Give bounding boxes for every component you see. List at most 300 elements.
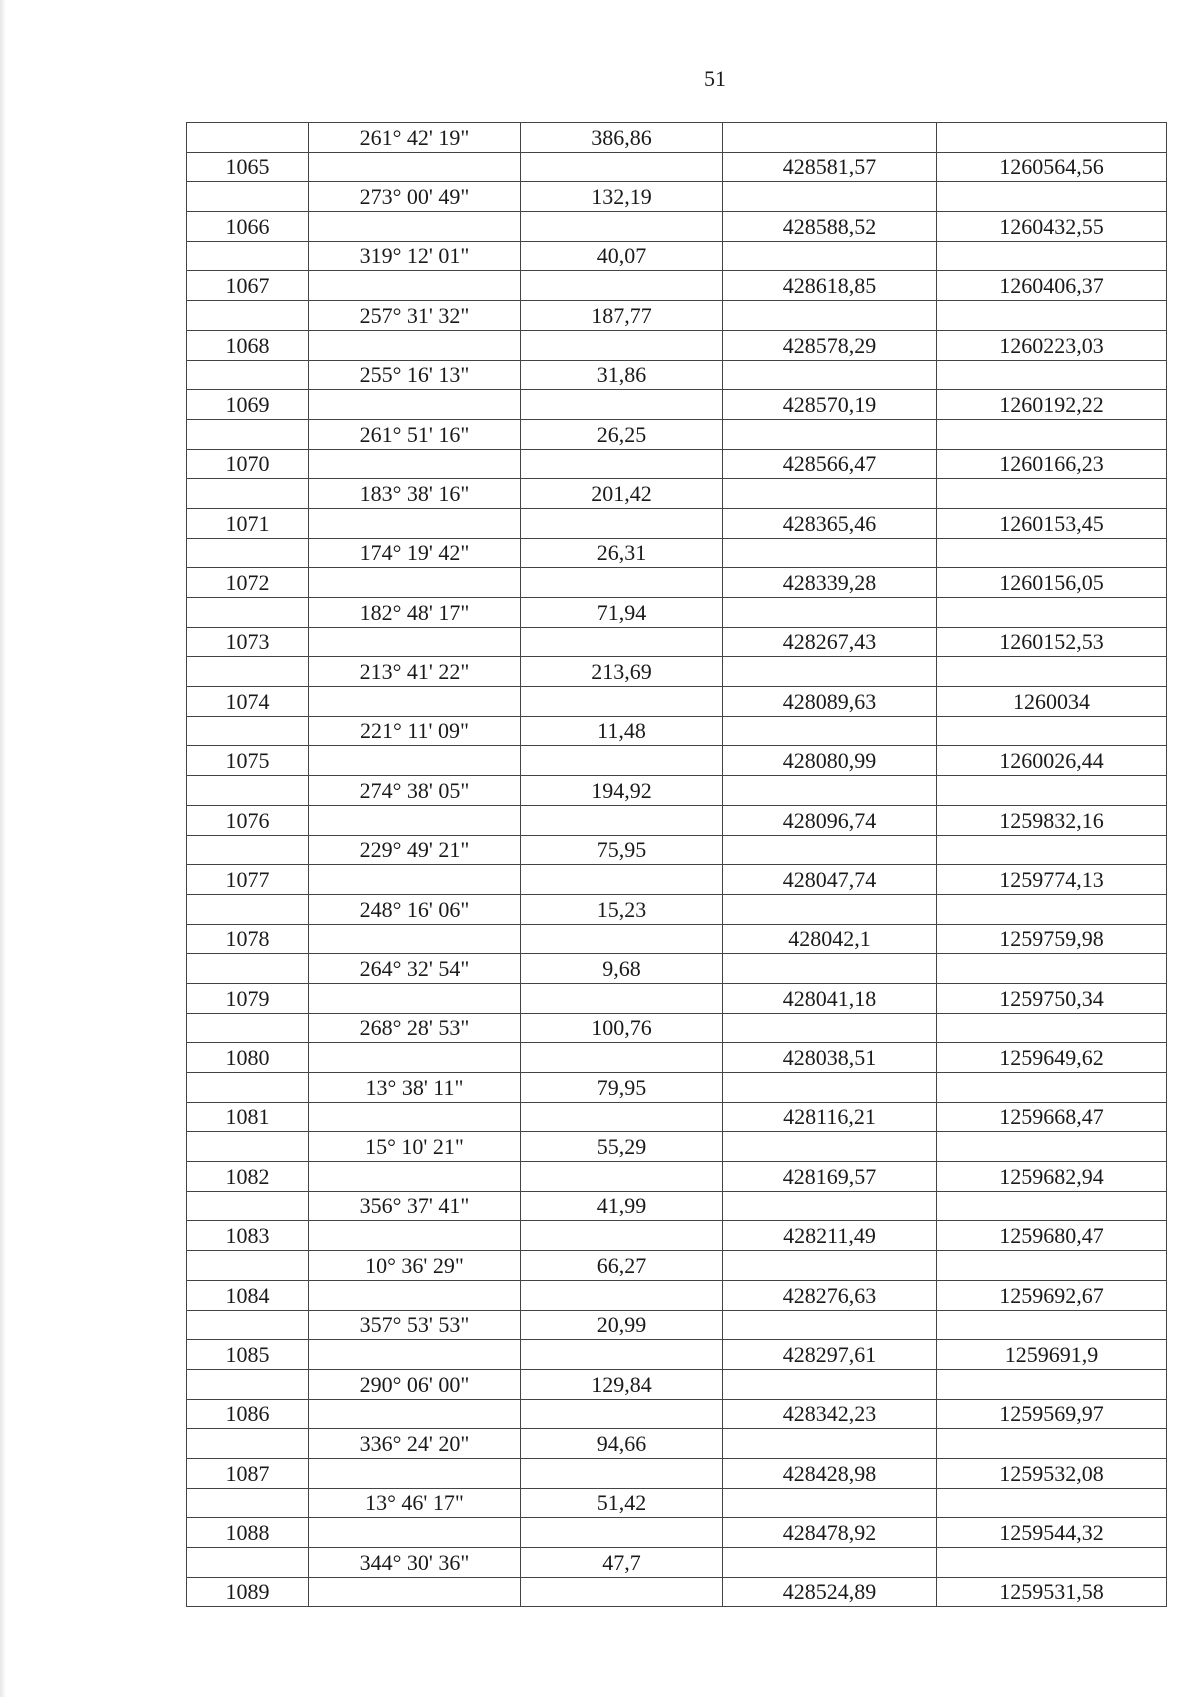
point-number-cell (187, 657, 309, 687)
bearing-angle-cell: 264° 32' 54" (309, 954, 521, 984)
distance-cell (521, 627, 723, 657)
bearing-angle-cell (309, 1458, 521, 1488)
bearing-angle-cell: 13° 38' 11" (309, 1073, 521, 1103)
table-row (187, 360, 1167, 390)
point-number-cell: 1078 (187, 924, 309, 954)
x-coordinate-cell (723, 1251, 937, 1281)
point-number-cell (187, 360, 309, 390)
bearing-angle-cell: 15° 10' 21" (309, 1132, 521, 1162)
bearing-angle-cell: 290° 06' 00" (309, 1369, 521, 1399)
table-row (187, 390, 1167, 420)
point-number-cell (187, 1191, 309, 1221)
distance-cell (521, 390, 723, 420)
table-row (187, 1488, 1167, 1518)
point-number-cell: 1069 (187, 390, 309, 420)
x-coordinate-cell (723, 1013, 937, 1043)
point-number-cell: 1068 (187, 330, 309, 360)
distance-cell: 201,42 (521, 479, 723, 509)
y-coordinate-cell: 1260153,45 (937, 508, 1167, 538)
x-coordinate-cell: 428342,23 (723, 1399, 937, 1429)
x-coordinate-cell: 428041,18 (723, 983, 937, 1013)
x-coordinate-cell (723, 657, 937, 687)
x-coordinate-cell (723, 1073, 937, 1103)
distance-cell (521, 568, 723, 598)
distance-cell (521, 687, 723, 717)
distance-cell: 75,95 (521, 835, 723, 865)
distance-cell: 26,25 (521, 419, 723, 449)
y-coordinate-cell: 1260026,44 (937, 746, 1167, 776)
bearing-angle-cell (309, 865, 521, 895)
bearing-angle-cell (309, 508, 521, 538)
bearing-angle-cell (309, 924, 521, 954)
bearing-angle-cell: 248° 16' 06" (309, 894, 521, 924)
table-row (187, 1221, 1167, 1251)
distance-cell: 26,31 (521, 538, 723, 568)
table-row (187, 1191, 1167, 1221)
x-coordinate-cell (723, 1369, 937, 1399)
point-number-cell: 1076 (187, 805, 309, 835)
table-row (187, 1251, 1167, 1281)
bearing-angle-cell: 257° 31' 32" (309, 301, 521, 331)
y-coordinate-cell: 1259759,98 (937, 924, 1167, 954)
bearing-angle-cell: 213° 41' 22" (309, 657, 521, 687)
y-coordinate-cell: 1260156,05 (937, 568, 1167, 598)
point-number-cell (187, 301, 309, 331)
y-coordinate-cell (937, 419, 1167, 449)
distance-cell: 51,42 (521, 1488, 723, 1518)
distance-cell: 11,48 (521, 716, 723, 746)
distance-cell (521, 1340, 723, 1370)
bearing-angle-cell (309, 212, 521, 242)
distance-cell: 66,27 (521, 1251, 723, 1281)
bearing-angle-cell: 255° 16' 13" (309, 360, 521, 390)
table-row (187, 983, 1167, 1013)
point-number-cell: 1082 (187, 1162, 309, 1192)
y-coordinate-cell: 1259680,47 (937, 1221, 1167, 1251)
point-number-cell: 1067 (187, 271, 309, 301)
point-number-cell: 1085 (187, 1340, 309, 1370)
table-row (187, 1073, 1167, 1103)
y-coordinate-cell: 1260406,37 (937, 271, 1167, 301)
point-number-cell: 1080 (187, 1043, 309, 1073)
table-row (187, 1548, 1167, 1578)
table-row (187, 865, 1167, 895)
x-coordinate-cell (723, 954, 937, 984)
table-row (187, 419, 1167, 449)
y-coordinate-cell (937, 1251, 1167, 1281)
x-coordinate-cell: 428578,29 (723, 330, 937, 360)
table-row (187, 1518, 1167, 1548)
point-number-cell: 1073 (187, 627, 309, 657)
y-coordinate-cell: 1260432,55 (937, 212, 1167, 242)
distance-cell (521, 271, 723, 301)
point-number-cell (187, 598, 309, 628)
point-number-cell: 1071 (187, 508, 309, 538)
y-coordinate-cell: 1259532,08 (937, 1458, 1167, 1488)
table-row (187, 1429, 1167, 1459)
point-number-cell (187, 479, 309, 509)
y-coordinate-cell: 1260034 (937, 687, 1167, 717)
table-row (187, 152, 1167, 182)
table-row (187, 568, 1167, 598)
point-number-cell (187, 241, 309, 271)
distance-cell (521, 152, 723, 182)
table-row (187, 1162, 1167, 1192)
y-coordinate-cell (937, 1073, 1167, 1103)
bearing-angle-cell: 357° 53' 53" (309, 1310, 521, 1340)
bearing-angle-cell: 356° 37' 41" (309, 1191, 521, 1221)
y-coordinate-cell (937, 598, 1167, 628)
bearing-angle-cell (309, 1043, 521, 1073)
distance-cell (521, 508, 723, 538)
distance-cell: 15,23 (521, 894, 723, 924)
distance-cell: 94,66 (521, 1429, 723, 1459)
point-number-cell: 1072 (187, 568, 309, 598)
distance-cell: 187,77 (521, 301, 723, 331)
x-coordinate-cell (723, 1429, 937, 1459)
distance-cell (521, 1102, 723, 1132)
bearing-angle-cell (309, 1577, 521, 1607)
x-coordinate-cell: 428365,46 (723, 508, 937, 538)
bearing-angle-cell (309, 330, 521, 360)
x-coordinate-cell (723, 360, 937, 390)
y-coordinate-cell (937, 657, 1167, 687)
bearing-angle-cell (309, 1340, 521, 1370)
bearing-angle-cell (309, 1518, 521, 1548)
y-coordinate-cell (937, 241, 1167, 271)
page-number: 51 (704, 66, 726, 91)
distance-cell: 55,29 (521, 1132, 723, 1162)
y-coordinate-cell (937, 479, 1167, 509)
x-coordinate-cell: 428042,1 (723, 924, 937, 954)
point-number-cell: 1065 (187, 152, 309, 182)
distance-cell (521, 449, 723, 479)
distance-cell: 40,07 (521, 241, 723, 271)
point-number-cell (187, 776, 309, 806)
point-number-cell (187, 1548, 309, 1578)
y-coordinate-cell: 1260152,53 (937, 627, 1167, 657)
point-number-cell (187, 835, 309, 865)
table-row (187, 598, 1167, 628)
distance-cell: 129,84 (521, 1369, 723, 1399)
table-row (187, 301, 1167, 331)
distance-cell: 20,99 (521, 1310, 723, 1340)
y-coordinate-cell: 1260564,56 (937, 152, 1167, 182)
x-coordinate-cell: 428581,57 (723, 152, 937, 182)
point-number-cell (187, 954, 309, 984)
point-number-cell: 1070 (187, 449, 309, 479)
y-coordinate-cell: 1260192,22 (937, 390, 1167, 420)
y-coordinate-cell: 1259544,32 (937, 1518, 1167, 1548)
distance-cell: 132,19 (521, 182, 723, 212)
y-coordinate-cell: 1259832,16 (937, 805, 1167, 835)
x-coordinate-cell (723, 716, 937, 746)
x-coordinate-cell: 428038,51 (723, 1043, 937, 1073)
distance-cell (521, 212, 723, 242)
distance-cell (521, 924, 723, 954)
point-number-cell (187, 1251, 309, 1281)
x-coordinate-cell: 428096,74 (723, 805, 937, 835)
y-coordinate-cell: 1259668,47 (937, 1102, 1167, 1132)
point-number-cell: 1084 (187, 1280, 309, 1310)
distance-cell: 9,68 (521, 954, 723, 984)
table-row (187, 1399, 1167, 1429)
point-number-cell: 1066 (187, 212, 309, 242)
y-coordinate-cell: 1259531,58 (937, 1577, 1167, 1607)
distance-cell (521, 1577, 723, 1607)
distance-cell (521, 1518, 723, 1548)
bearing-angle-cell: 273° 00' 49" (309, 182, 521, 212)
x-coordinate-cell (723, 538, 937, 568)
table-row (187, 776, 1167, 806)
point-number-cell (187, 1132, 309, 1162)
table-row (187, 924, 1167, 954)
x-coordinate-cell (723, 1191, 937, 1221)
y-coordinate-cell: 1259691,9 (937, 1340, 1167, 1370)
bearing-angle-cell (309, 1221, 521, 1251)
table-row (187, 627, 1167, 657)
distance-cell (521, 746, 723, 776)
distance-cell: 41,99 (521, 1191, 723, 1221)
x-coordinate-cell (723, 241, 937, 271)
point-number-cell: 1081 (187, 1102, 309, 1132)
y-coordinate-cell: 1259774,13 (937, 865, 1167, 895)
x-coordinate-cell: 428211,49 (723, 1221, 937, 1251)
bearing-angle-cell (309, 627, 521, 657)
table-row (187, 508, 1167, 538)
x-coordinate-cell (723, 1548, 937, 1578)
distance-cell (521, 1458, 723, 1488)
y-coordinate-cell: 1260223,03 (937, 330, 1167, 360)
x-coordinate-cell: 428566,47 (723, 449, 937, 479)
x-coordinate-cell: 428478,92 (723, 1518, 937, 1548)
scan-edge (0, 0, 6, 1697)
table-row (187, 479, 1167, 509)
distance-cell (521, 1221, 723, 1251)
y-coordinate-cell: 1260166,23 (937, 449, 1167, 479)
table-row (187, 687, 1167, 717)
table-row (187, 1102, 1167, 1132)
y-coordinate-cell (937, 1488, 1167, 1518)
distance-cell (521, 330, 723, 360)
y-coordinate-cell (937, 1429, 1167, 1459)
bearing-angle-cell (309, 390, 521, 420)
y-coordinate-cell (937, 954, 1167, 984)
table-row (187, 330, 1167, 360)
distance-cell: 100,76 (521, 1013, 723, 1043)
table-row (187, 1369, 1167, 1399)
table-row (187, 1458, 1167, 1488)
x-coordinate-cell (723, 776, 937, 806)
y-coordinate-cell (937, 538, 1167, 568)
bearing-angle-cell: 274° 38' 05" (309, 776, 521, 806)
x-coordinate-cell (723, 182, 937, 212)
x-coordinate-cell (723, 894, 937, 924)
bearing-angle-cell: 268° 28' 53" (309, 1013, 521, 1043)
x-coordinate-cell: 428428,98 (723, 1458, 937, 1488)
bearing-angle-cell (309, 1162, 521, 1192)
y-coordinate-cell: 1259750,34 (937, 983, 1167, 1013)
y-coordinate-cell (937, 1013, 1167, 1043)
point-number-cell: 1079 (187, 983, 309, 1013)
bearing-angle-cell (309, 1399, 521, 1429)
point-number-cell: 1086 (187, 1399, 309, 1429)
bearing-angle-cell (309, 152, 521, 182)
bearing-angle-cell: 261° 51' 16" (309, 419, 521, 449)
table-row (187, 123, 1167, 153)
distance-cell (521, 1162, 723, 1192)
y-coordinate-cell (937, 1310, 1167, 1340)
bearing-angle-cell: 319° 12' 01" (309, 241, 521, 271)
point-number-cell (187, 1488, 309, 1518)
distance-cell (521, 805, 723, 835)
x-coordinate-cell (723, 479, 937, 509)
bearing-angle-cell: 229° 49' 21" (309, 835, 521, 865)
bearing-angle-cell: 182° 48' 17" (309, 598, 521, 628)
table-row (187, 1577, 1167, 1607)
x-coordinate-cell: 428080,99 (723, 746, 937, 776)
distance-cell (521, 1280, 723, 1310)
point-number-cell: 1074 (187, 687, 309, 717)
x-coordinate-cell: 428339,28 (723, 568, 937, 598)
table-row (187, 1310, 1167, 1340)
point-number-cell: 1083 (187, 1221, 309, 1251)
point-number-cell (187, 123, 309, 153)
bearing-angle-cell (309, 983, 521, 1013)
y-coordinate-cell (937, 716, 1167, 746)
point-number-cell (187, 1013, 309, 1043)
bearing-angle-cell (309, 449, 521, 479)
x-coordinate-cell: 428618,85 (723, 271, 937, 301)
table-row (187, 1340, 1167, 1370)
table-row (187, 805, 1167, 835)
distance-cell: 47,7 (521, 1548, 723, 1578)
y-coordinate-cell (937, 360, 1167, 390)
y-coordinate-cell (937, 1191, 1167, 1221)
point-number-cell (187, 1073, 309, 1103)
distance-cell: 79,95 (521, 1073, 723, 1103)
bearing-angle-cell (309, 1102, 521, 1132)
y-coordinate-cell (937, 123, 1167, 153)
point-number-cell: 1077 (187, 865, 309, 895)
x-coordinate-cell: 428047,74 (723, 865, 937, 895)
y-coordinate-cell: 1259649,62 (937, 1043, 1167, 1073)
table-row (187, 1043, 1167, 1073)
point-number-cell: 1075 (187, 746, 309, 776)
x-coordinate-cell: 428588,52 (723, 212, 937, 242)
point-number-cell (187, 1369, 309, 1399)
distance-cell (521, 1043, 723, 1073)
table-row (187, 746, 1167, 776)
distance-cell: 213,69 (521, 657, 723, 687)
point-number-cell: 1089 (187, 1577, 309, 1607)
bearing-angle-cell (309, 568, 521, 598)
x-coordinate-cell (723, 1132, 937, 1162)
bearing-angle-cell: 221° 11' 09" (309, 716, 521, 746)
table-row (187, 449, 1167, 479)
y-coordinate-cell (937, 835, 1167, 865)
x-coordinate-cell: 428570,19 (723, 390, 937, 420)
x-coordinate-cell: 428089,63 (723, 687, 937, 717)
distance-cell: 386,86 (521, 123, 723, 153)
distance-cell: 71,94 (521, 598, 723, 628)
y-coordinate-cell: 1259692,67 (937, 1280, 1167, 1310)
x-coordinate-cell (723, 1310, 937, 1340)
table-row (187, 954, 1167, 984)
bearing-angle-cell: 344° 30' 36" (309, 1548, 521, 1578)
x-coordinate-cell: 428297,61 (723, 1340, 937, 1370)
table-row (187, 894, 1167, 924)
table-row (187, 182, 1167, 212)
bearing-angle-cell (309, 746, 521, 776)
x-coordinate-cell (723, 1488, 937, 1518)
table-row (187, 657, 1167, 687)
x-coordinate-cell (723, 835, 937, 865)
distance-cell (521, 1399, 723, 1429)
x-coordinate-cell (723, 419, 937, 449)
bearing-angle-cell: 10° 36' 29" (309, 1251, 521, 1281)
coordinates-table (186, 122, 1167, 1607)
y-coordinate-cell (937, 182, 1167, 212)
table-row (187, 1013, 1167, 1043)
y-coordinate-cell (937, 1369, 1167, 1399)
x-coordinate-cell: 428116,21 (723, 1102, 937, 1132)
point-number-cell (187, 419, 309, 449)
distance-cell (521, 983, 723, 1013)
bearing-angle-cell: 261° 42' 19" (309, 123, 521, 153)
point-number-cell (187, 538, 309, 568)
table-row (187, 538, 1167, 568)
distance-cell: 194,92 (521, 776, 723, 806)
bearing-angle-cell: 336° 24' 20" (309, 1429, 521, 1459)
table-row (187, 1280, 1167, 1310)
x-coordinate-cell (723, 123, 937, 153)
bearing-angle-cell: 174° 19' 42" (309, 538, 521, 568)
y-coordinate-cell: 1259682,94 (937, 1162, 1167, 1192)
table-row (187, 271, 1167, 301)
x-coordinate-cell: 428169,57 (723, 1162, 937, 1192)
point-number-cell (187, 716, 309, 746)
point-number-cell (187, 1310, 309, 1340)
point-number-cell (187, 1429, 309, 1459)
x-coordinate-cell: 428524,89 (723, 1577, 937, 1607)
table-row (187, 835, 1167, 865)
bearing-angle-cell (309, 271, 521, 301)
point-number-cell: 1087 (187, 1458, 309, 1488)
x-coordinate-cell: 428276,63 (723, 1280, 937, 1310)
y-coordinate-cell: 1259569,97 (937, 1399, 1167, 1429)
table-row (187, 241, 1167, 271)
y-coordinate-cell (937, 894, 1167, 924)
point-number-cell (187, 894, 309, 924)
bearing-angle-cell: 183° 38' 16" (309, 479, 521, 509)
y-coordinate-cell (937, 1132, 1167, 1162)
y-coordinate-cell (937, 776, 1167, 806)
distance-cell (521, 865, 723, 895)
y-coordinate-cell (937, 301, 1167, 331)
table-row (187, 1132, 1167, 1162)
point-number-cell: 1088 (187, 1518, 309, 1548)
x-coordinate-cell (723, 301, 937, 331)
point-number-cell (187, 182, 309, 212)
table-row (187, 212, 1167, 242)
distance-cell: 31,86 (521, 360, 723, 390)
table-row (187, 716, 1167, 746)
bearing-angle-cell (309, 1280, 521, 1310)
table-body (187, 123, 1167, 1607)
x-coordinate-cell (723, 598, 937, 628)
x-coordinate-cell: 428267,43 (723, 627, 937, 657)
